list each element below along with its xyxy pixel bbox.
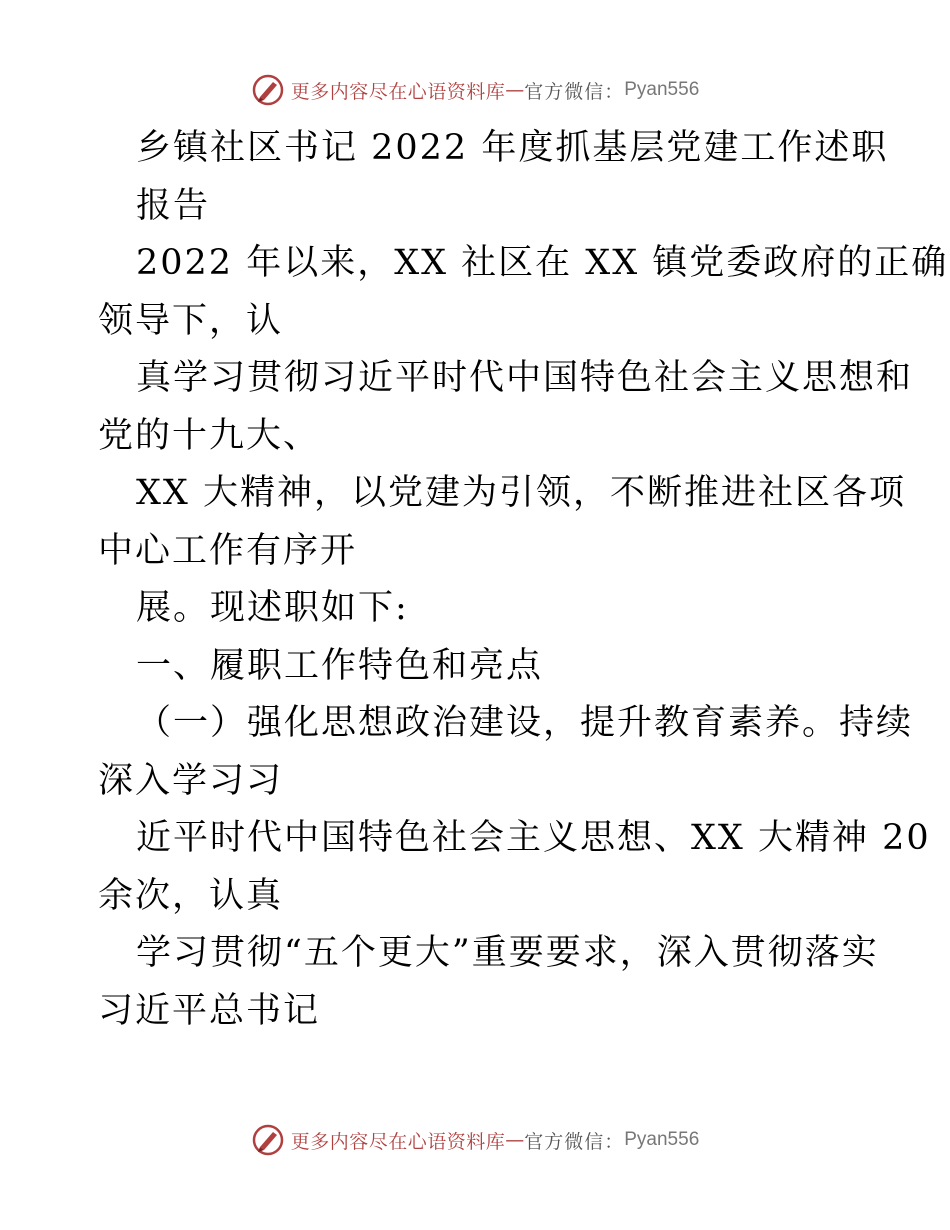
pen-logo-icon [251,1123,285,1157]
watermark-text: 更多内容尽在心语资料库 [290,1130,506,1153]
watermark-text: 更多内容尽在心语资料库 [290,80,506,103]
watermark-official: 官方微信： [524,80,625,103]
section-heading: 一、履职工作特色和亮点 [136,645,544,686]
watermark-id: Pyan556 [624,79,700,100]
header-watermark [0,70,950,110]
paragraph-line: 展。现述职如下: [136,588,409,628]
paragraph-line: 深入学习习 [98,760,284,801]
paragraph-line: 党的十九大、 [98,415,321,456]
paragraph-line: 近平时代中国特色社会主义思想、XX 大精神 20 [136,818,931,858]
paragraph-line: 2022 年以来，XX 社区在 XX 镇党委政府的正确 [136,243,949,283]
paragraph-line: 中心工作有序开 [98,530,358,571]
paragraph-line: 学习贯彻“五个更大”重要要求，深入贯彻落实 [136,933,879,973]
watermark-id: Pyan556 [624,1129,700,1150]
watermark-separator: — [505,79,525,101]
footer-watermark [0,1120,950,1160]
paragraph-line: XX 大精神，以党建为引领，不断推进社区各项 [136,473,906,513]
pen-logo-icon [251,73,285,107]
document-body [98,120,949,1040]
watermark-official: 官方微信： [524,1130,625,1153]
watermark-separator: — [505,1129,525,1151]
paragraph-line: 真学习贯彻习近平时代中国特色社会主义思想和 [136,358,914,398]
document-title-line: 报告 [136,185,211,226]
subsection-line: （一）强化思想政治建设，提升教育素养。持续 [136,703,914,743]
paragraph-line: 余次，认真 [98,875,284,916]
paragraph-line: 习近平总书记 [98,990,321,1031]
document-title-line: 乡镇社区书记 2022 年度抓基层党建工作述职 [136,128,889,168]
paragraph-line: 领导下，认 [98,300,284,341]
